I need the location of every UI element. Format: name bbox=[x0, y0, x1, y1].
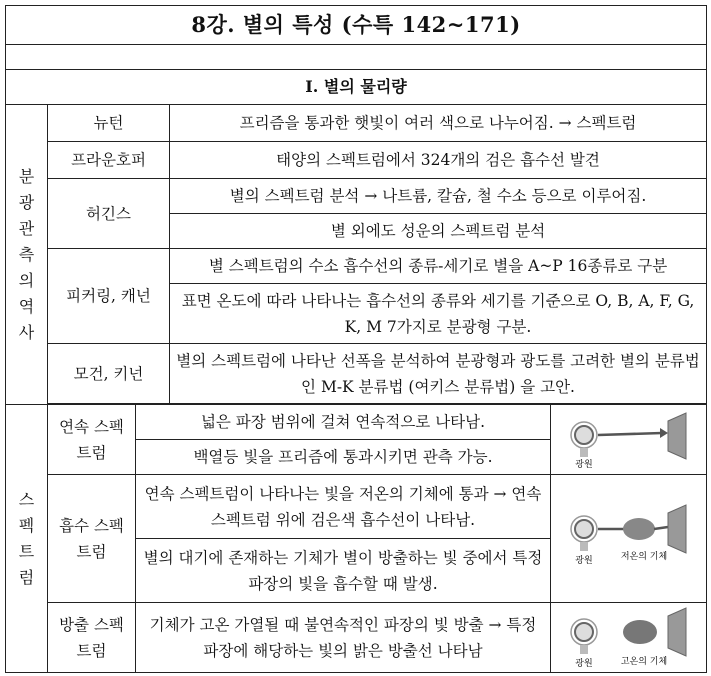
scientist-morgan-keenan: 모건, 키넌 bbox=[48, 344, 170, 404]
continuous-spectrum-diagram bbox=[564, 411, 694, 469]
type-absorption: 흡수 스펙트럼 bbox=[48, 475, 136, 603]
scientist-newton: 뉴턴 bbox=[48, 105, 170, 142]
scientist-pickering-cannon: 피커링, 캐넌 bbox=[48, 249, 170, 344]
desc-huggins-2: 별 외에도 성운의 스펙트럼 분석 bbox=[170, 214, 707, 249]
desc-absorption-2: 별의 대기에 존재하는 기체가 별이 방출하는 빛 중에서 특정 파장의 빛을 흡수할 때 발생. bbox=[136, 539, 551, 603]
type-continuous: 연속 스펙트럼 bbox=[48, 405, 136, 475]
light-source-icon bbox=[571, 619, 597, 654]
desc-huggins-1: 별의 스펙트럼 분석 → 나트륨, 칼슘, 철 수소 등으로 이루어짐. bbox=[170, 179, 707, 214]
desc-pickering-1: 별 스펙트럼의 수소 흡수선의 종류-세기로 별을 A~P 16종류로 구분 bbox=[170, 249, 707, 284]
desc-absorption-1: 연속 스펙트럼이 나타나는 빛을 저온의 기체에 통과 → 연속 스펙트럼 위에 검은색 흡수선이 나타남. bbox=[136, 475, 551, 539]
desc-pickering-2: 표면 온도에 따라 나타나는 흡수선의 종류와 세기를 기준으로 O, B, A, F, G, K, M 7가지로 분광형 구분. bbox=[170, 284, 707, 344]
light-source-icon bbox=[571, 422, 597, 457]
svg-text:저온의 기체: 저온의 기체 bbox=[620, 551, 667, 562]
spacer-row bbox=[6, 45, 707, 70]
light-source-icon bbox=[571, 516, 597, 551]
scientist-huggins: 허긴스 bbox=[48, 179, 170, 249]
light-ray bbox=[598, 433, 662, 435]
absorption-spectrum-diagram bbox=[564, 495, 694, 583]
page-title: 8강. 별의 특성 (수특 142~171) bbox=[6, 6, 707, 45]
figure-label: 광원 bbox=[574, 459, 593, 469]
history-label: 분 광 관 측 의 역 사 bbox=[6, 105, 48, 405]
section-heading: I. 별의 물리량 bbox=[6, 70, 707, 105]
desc-newton: 프리즘을 통과한 햇빛이 여러 색으로 나누어짐. → 스펙트럼 bbox=[170, 105, 707, 142]
absorption-spectrum-figure bbox=[551, 475, 707, 603]
type-emission: 방출 스펙트럼 bbox=[48, 603, 136, 673]
emission-spectrum-figure bbox=[551, 603, 707, 673]
desc-continuous-1: 넓은 파장 범위에 걸쳐 연속적으로 나타남. bbox=[136, 405, 551, 440]
desc-continuous-2: 백열등 빛을 프리즘에 통과시키면 관측 가능. bbox=[136, 440, 551, 475]
svg-text:광원: 광원 bbox=[574, 658, 593, 669]
hot-gas-cloud bbox=[623, 620, 657, 644]
desc-fraunhofer: 태양의 스펙트럼에서 324개의 검은 흡수선 발견 bbox=[170, 142, 707, 179]
spectrum-label: 스 펙 트 럼 bbox=[6, 405, 48, 673]
emission-spectrum-diagram bbox=[564, 606, 694, 670]
study-table bbox=[5, 5, 707, 673]
cold-gas-cloud bbox=[623, 518, 655, 540]
screen-icon bbox=[668, 413, 686, 459]
scientist-fraunhofer: 프라운호퍼 bbox=[48, 142, 170, 179]
svg-text:고온의 기체: 고온의 기체 bbox=[620, 656, 667, 667]
continuous-spectrum-figure bbox=[551, 405, 707, 475]
desc-emission: 기체가 고온 가열될 때 불연속적인 파장의 빛 방출 → 특정 파장에 해당하는 빛의 밝은 방출선 나타남 bbox=[136, 603, 551, 673]
svg-text:광원: 광원 bbox=[574, 555, 593, 566]
desc-morgan-keenan: 별의 스펙트럼에 나타난 선폭을 분석하여 분광형과 광도를 고려한 별의 분류법인 M-K 분류법 (여키스 분류법) 을 고안. bbox=[170, 344, 707, 404]
